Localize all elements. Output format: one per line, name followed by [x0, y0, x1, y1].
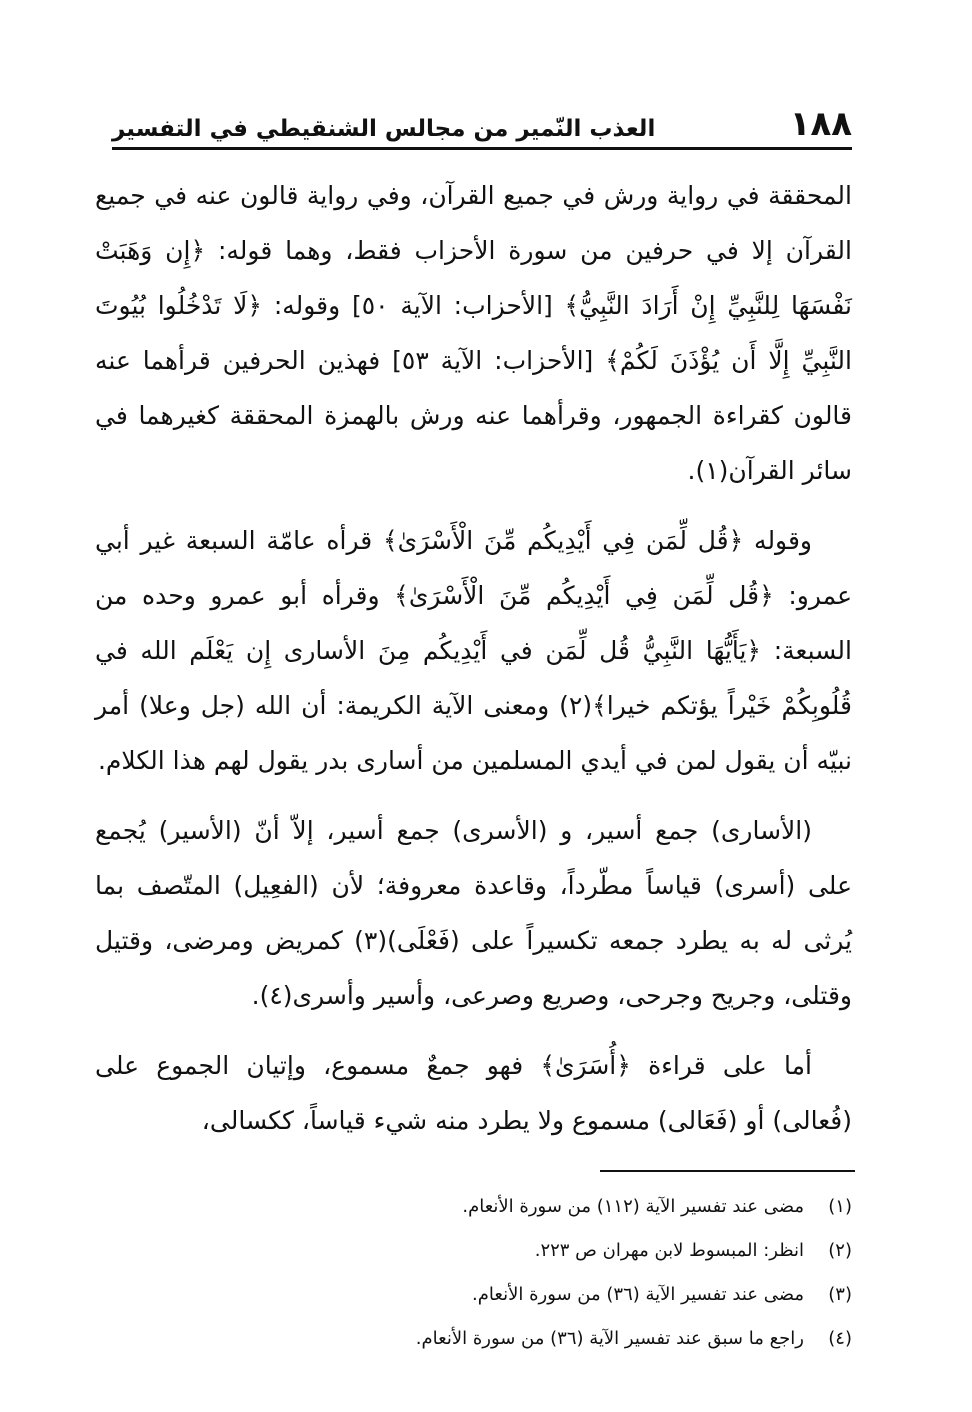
paragraph-1: المحققة في رواية ورش في جميع القرآن، وفي رواية قالون عنه في جميع القرآن إلا في حرفين من سورة الأحزاب فقط، وهما قوله: ﴿إِن وَهَبَتْ نَفْسَهَا لِلنَّبِيِّ إِنْ أَرَادَ النَّبِيُّ﴾ [الأحزاب: الآية ٥٠] وقوله: ﴿لَا تَدْخُلُوا بُيُوتَ النَّبِيِّ إِلَّا أَن يُؤْذَنَ لَكُمْ﴾ [الأحزاب: الآية ٥٣] فهذين الحرفين قرأهما عنه قالون كقراءة الجمهور، وقرأهما عنه ورش بالهمزة المحققة كغيرهما في سائر القرآن(١).	[95, 181, 852, 485]
footnote-text: مضى عند تفسير الآية (١١٢) من سورة الأنعام.	[462, 1196, 804, 1217]
footnote-divider	[600, 1170, 855, 1172]
main-text	[95, 168, 852, 1163]
footnote-1	[120, 1185, 852, 1229]
footnote-2	[120, 1229, 852, 1273]
page-header	[112, 96, 852, 150]
footnotes	[120, 1185, 852, 1361]
paragraph-4: أما على قراءة ﴿أُسَرَىٰ﴾ فهو جمعٌ مسموع، وإتيان الجموع على (فُعالى) أو (فَعَالى) مسموع ولا يطرد منه شيء قياساً، ككسالى،	[95, 1051, 852, 1135]
page-number: ١٨٨	[789, 104, 852, 144]
footnote-text: مضى عند تفسير الآية (٣٦) من سورة الأنعام.	[472, 1284, 804, 1305]
footnote-number: (٣)	[828, 1284, 852, 1305]
footnote-number: (٤)	[828, 1328, 852, 1349]
footnote-number: (٢)	[828, 1240, 852, 1261]
paragraph-3: (الأسارى) جمع أسير، و (الأسرى) جمع أسير، إلاّ أنّ (الأسير) يُجمع على (أسرى) قياساً مطّرداً، وقاعدة معروفة؛ لأن (الفعِيل) المتّصف بما يُرثى له به يطرد جمعه تكسيراً على (فَعْلَى)(٣) كمريض ومرضى، وقتيل وقتلى، وجريح وجرحى، وصريع وصرعى، وأسير وأسرى(٤).	[95, 816, 853, 1010]
paragraph-2: وقوله ﴿قُل لِّمَن فِي أَيْدِيكُم مِّنَ الْأَسْرَىٰ﴾ قرأه عامّة السبعة غير أبي عمرو: ﴿قُل لِّمَن فِي أَيْدِيكُم مِّنَ الْأَسْرَىٰ﴾ وقرأه أبو عمرو وحده من السبعة: ﴿يَأَيُّهَا النَّبِيُّ قُل لِّمَن في أَيْدِيكُم مِنَ الأسارى إِن يَعْلَم الله في قُلُوبِكُمْ خَيْراً يؤتكم خيرا﴾(٢) ومعنى الآية الكريمة: أن الله (جل وعلا) أمر نبيّه أن يقول لمن في أيدي المسلمين من أسارى بدر يقول لهم هذا الكلام.	[95, 526, 852, 775]
footnote-number: (١)	[828, 1196, 852, 1217]
footnote-4	[120, 1317, 852, 1361]
footnote-text: انظر: المبسوط لابن مهران ص ٢٢٣.	[534, 1240, 804, 1261]
footnote-text: راجع ما سبق عند تفسير الآية (٣٦) من سورة الأنعام.	[415, 1328, 804, 1349]
running-title: العذب النّمير من مجالس الشنقيطي في التفسير	[112, 116, 656, 142]
footnote-3	[120, 1273, 852, 1317]
